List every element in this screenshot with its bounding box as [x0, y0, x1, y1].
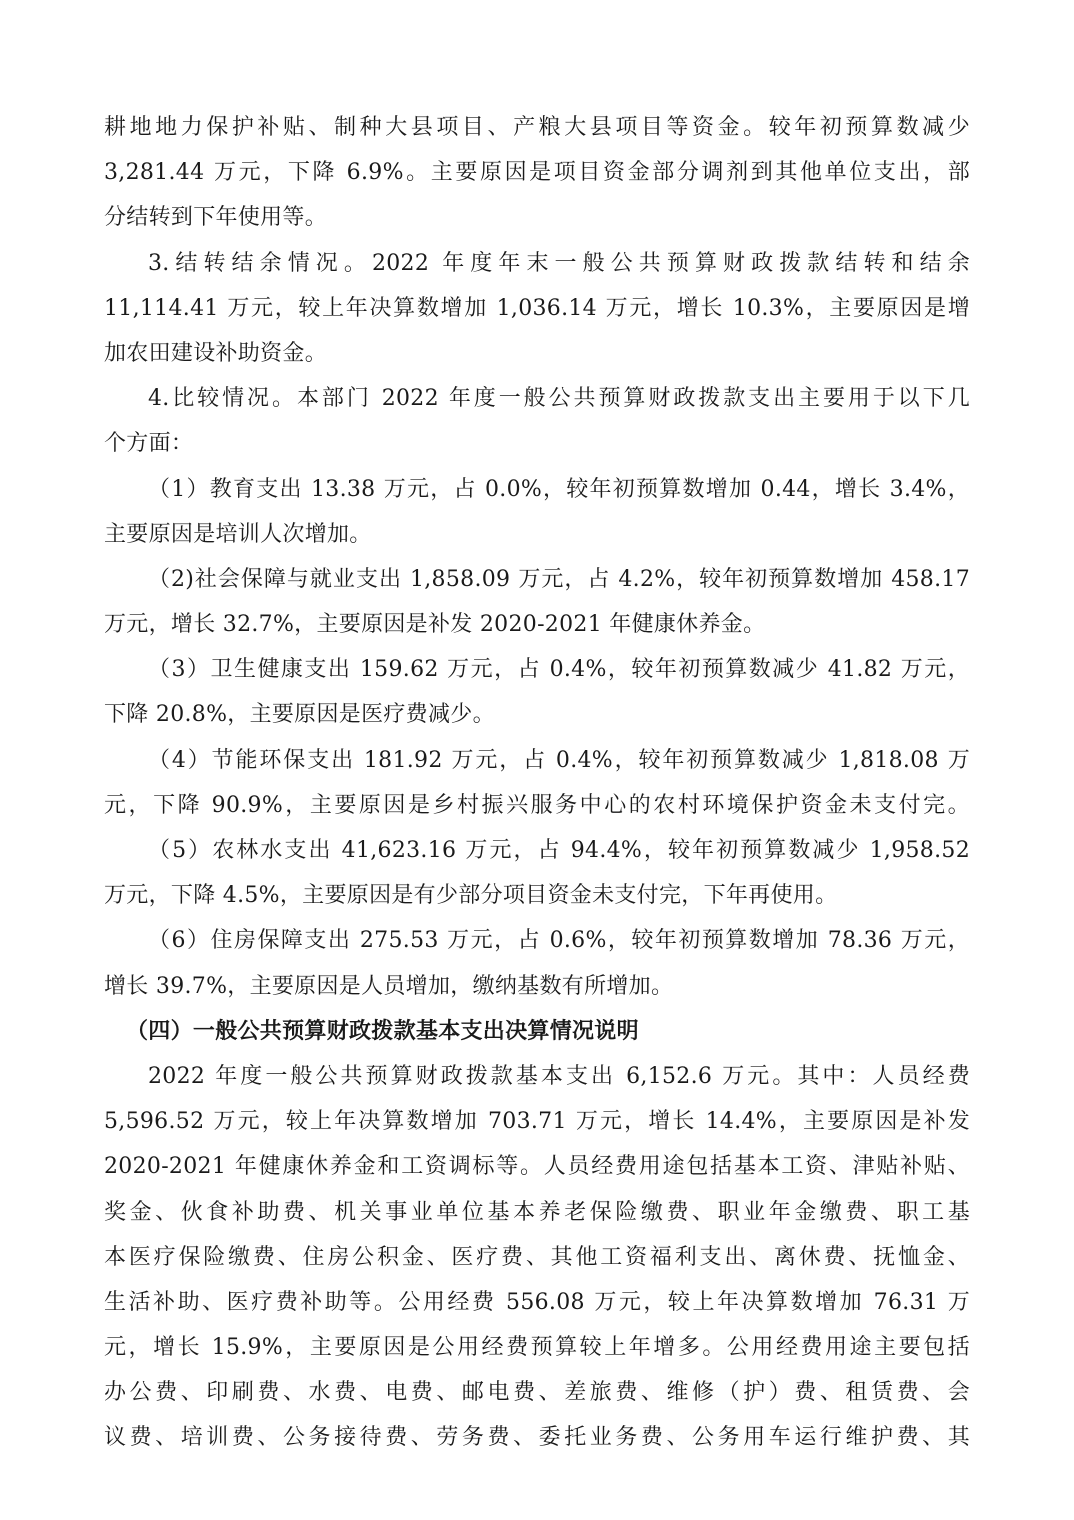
text-line: 本医疗保险缴费、住房公积金、医疗费、其他工资福利支出、离休费、抚恤金、 — [104, 1244, 970, 1270]
text-line: 2022 年度一般公共预算财政拨款基本支出 6,152.6 万元。其中：人员经费 — [148, 1063, 970, 1089]
text-line: 奖金、伙食补助费、机关事业单位基本养老保险缴费、职业年金缴费、职工基 — [104, 1199, 970, 1225]
text-line: 2020-2021 年健康休养金和工资调标等。人员经费用途包括基本工资、津贴补贴、 — [104, 1154, 970, 1180]
text-line: 主要原因是培训人次增加。 — [104, 521, 372, 547]
text-line: （1）教育支出 13.38 万元，占 0.0%，较年初预算数增加 0.44，增长 3.4%， — [148, 476, 970, 502]
text-line: 生活补助、医疗费补助等。公用经费 556.08 万元，较上年决算数增加 76.31 万 — [104, 1289, 970, 1315]
text-line: （6）住房保障支出 275.53 万元，占 0.6%，较年初预算数增加 78.36 万元， — [148, 928, 970, 954]
text-line: 耕地地力保护补贴、制种大县项目、产粮大县项目等资金。较年初预算数减少 — [104, 115, 970, 140]
text-line: 11,114.41 万元，较上年决算数增加 1,036.14 万元，增长 10.3%，主要原因是增 — [104, 295, 970, 321]
text-line: 3.结转结余情况。2022 年度年末一般公共预算财政拨款结转和结余 — [148, 250, 970, 276]
text-line: 下降 20.8%，主要原因是医疗费减少。 — [104, 702, 495, 728]
text-line: 加农田建设补助资金。 — [104, 340, 328, 366]
text-line: 5,596.52 万元，较上年决算数增加 703.71 万元，增长 14.4%，主要原因是补发 — [104, 1109, 970, 1135]
text-line: 办公费、印刷费、水费、电费、邮电费、差旅费、维修（护）费、租赁费、会 — [104, 1380, 970, 1406]
text-line: 4.比较情况。本部门 2022 年度一般公共预算财政拨款支出主要用于以下几 — [148, 386, 970, 412]
text-line: （4）节能环保支出 181.92 万元，占 0.4%，较年初预算数减少 1,818.08 万 — [148, 747, 970, 773]
text-line: 议费、培训费、公务接待费、劳务费、委托业务费、公务用车运行维护费、其 — [104, 1425, 970, 1451]
document-page — [104, 105, 970, 1461]
text-line: 元，增长 15.9%，主要原因是公用经费预算较上年增多。公用经费用途主要包括 — [104, 1335, 970, 1361]
document-body — [104, 105, 970, 1461]
text-line: 分结转到下年使用等。 — [104, 205, 328, 231]
text-line: 增长 39.7%，主要原因是人员增加，缴纳基数有所增加。 — [104, 973, 674, 999]
section-heading: （四）一般公共预算财政拨款基本支出决算情况说明 — [126, 1017, 639, 1044]
text-line: （2)社会保障与就业支出 1,858.09 万元，占 4.2%，较年初预算数增加 458.17 — [148, 566, 970, 592]
text-line: 3,281.44 万元，下降 6.9%。主要原因是项目资金部分调剂到其他单位支出，部 — [104, 160, 970, 186]
text-line: 万元，增长 32.7%，主要原因是补发 2020-2021 年健康休养金。 — [104, 612, 766, 638]
text-line: 万元，下降 4.5%，主要原因是有少部分项目资金未支付完，下年再使用。 — [104, 883, 838, 909]
text-line: 元，下降 90.9%，主要原因是乡村振兴服务中心的农村环境保护资金未支付完。 — [104, 792, 970, 818]
text-line: （5）农林水支出 41,623.16 万元，占 94.4%，较年初预算数减少 1,958.52 — [148, 838, 970, 863]
text-line: 个方面： — [104, 431, 194, 457]
text-line: （3）卫生健康支出 159.62 万元，占 0.4%，较年初预算数减少 41.82 万元， — [148, 657, 970, 683]
